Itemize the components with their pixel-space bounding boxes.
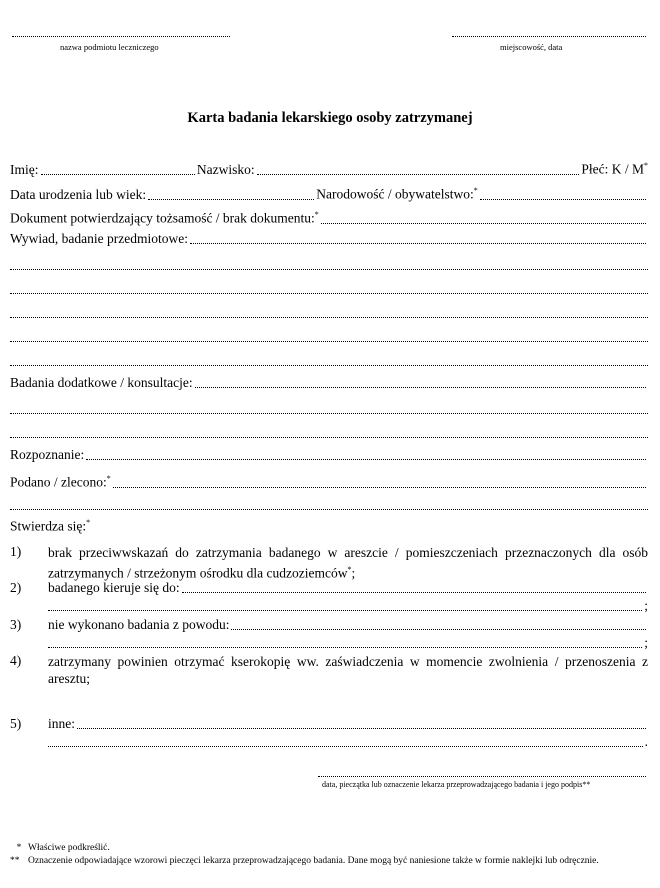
item-not-examined-cont	[48, 635, 648, 651]
item-number: 5)	[10, 716, 22, 731]
footnote-text: Oznaczenie odpowiadające wzorowi pieczęci lekarza przeprowadzającego badania. Dane mogą być naniesione także w formie naklejki lub odręcznie.	[28, 856, 599, 866]
row-administered	[10, 471, 648, 491]
item-referral-cont	[48, 598, 648, 614]
field-last-name[interactable]	[257, 173, 580, 175]
entity-name-line[interactable]	[12, 26, 230, 37]
label-not-examined: nie wykonano badania z powodu:	[48, 617, 230, 632]
signature-caption: data, pieczątka lub oznaczenie lekarza przeprowadzającego badania i jego podpis**	[322, 780, 591, 789]
footnote-text: Właściwe podkreślić.	[28, 843, 110, 853]
interview-line[interactable]	[10, 364, 648, 366]
field-other-cont[interactable]	[48, 745, 643, 747]
item-no-contraindications: brak przeciwwskazań do zatrzymania badanego w areszcie / pomieszczeniach przeznaczonych dla osób zatrzymanych / strzeżonym ośrodku dla cudzoziemców*;	[48, 545, 648, 581]
footnote-mark: *	[16, 843, 22, 853]
field-diagnosis[interactable]	[86, 458, 646, 460]
signature-line[interactable]	[318, 768, 646, 777]
interview-line[interactable]	[10, 292, 648, 294]
field-nationality[interactable]	[480, 198, 646, 200]
place-date-line[interactable]	[452, 26, 646, 37]
field-referral[interactable]	[182, 591, 646, 593]
field-not-examined[interactable]	[231, 628, 646, 630]
entity-name-caption: nazwa podmiotu leczniczego	[60, 42, 159, 52]
additional-tests-line[interactable]	[10, 436, 648, 438]
field-not-examined-cont[interactable]	[48, 646, 642, 648]
additional-tests-line[interactable]	[10, 412, 648, 414]
row-diagnosis	[10, 447, 648, 463]
footnote	[10, 855, 648, 867]
item-referral	[48, 580, 648, 596]
item-other	[48, 716, 648, 732]
field-referral-cont[interactable]	[48, 609, 642, 611]
field-additional-tests[interactable]	[195, 386, 646, 388]
label-last-name: Nazwisko:	[196, 161, 255, 177]
label-first-name: Imię:	[10, 161, 39, 177]
row-birth-nationality	[10, 183, 648, 203]
label-other: inne:	[48, 716, 75, 731]
label-referral: badanego kieruje się do:	[48, 580, 180, 595]
field-interview[interactable]	[190, 242, 646, 244]
row-additional-tests	[10, 375, 648, 391]
label-additional-tests: Badania dodatkowe / konsultacje:	[10, 375, 193, 390]
footnote	[10, 842, 648, 854]
item-number: 2)	[10, 580, 22, 595]
item-number: 3)	[10, 617, 22, 632]
label-interview: Wywiad, badanie przedmiotowe:	[10, 231, 188, 246]
footnote-mark: **	[10, 856, 20, 866]
field-birth-date[interactable]	[148, 198, 314, 200]
item-end-mark: ;	[644, 635, 648, 650]
label-birth-date: Data urodzenia lub wiek:	[10, 186, 147, 202]
label-nationality: Narodowość / obywatelstwo:*	[316, 186, 478, 202]
place-date-caption: miejscowość, data	[500, 42, 563, 52]
label-administered: Podano / zlecono:*	[10, 474, 111, 490]
item-number: 4)	[10, 653, 22, 668]
label-document: Dokument potwierdzający tożsamość / brak dokumentu:*	[10, 210, 319, 226]
interview-line[interactable]	[10, 268, 648, 270]
item-number: 1)	[10, 544, 22, 559]
interview-line[interactable]	[10, 340, 648, 342]
field-document[interactable]	[321, 222, 646, 224]
field-first-name[interactable]	[41, 173, 195, 175]
row-document	[10, 207, 648, 227]
administered-line[interactable]	[10, 508, 648, 510]
label-sex: Płeć: K / M*	[581, 161, 648, 177]
field-administered[interactable]	[113, 486, 646, 488]
item-end-mark: .	[644, 734, 648, 749]
row-name	[10, 158, 648, 178]
label-diagnosis: Rozpoznanie:	[10, 447, 85, 462]
row-interview	[10, 231, 648, 247]
label-findings: Stwierdza się:*	[10, 518, 91, 534]
field-other[interactable]	[77, 727, 646, 729]
item-end-mark: ;	[644, 598, 648, 613]
item-copy-certificate: zatrzymany powinien otrzymać kserokopię ww. zaświadczenia w momencie zwolnienia / przenoszenia z aresztu;	[48, 654, 648, 686]
interview-line[interactable]	[10, 316, 648, 318]
page-title: Karta badania lekarskiego osoby zatrzymanej	[187, 110, 473, 126]
item-other-cont	[48, 734, 648, 750]
item-not-examined	[48, 617, 648, 633]
